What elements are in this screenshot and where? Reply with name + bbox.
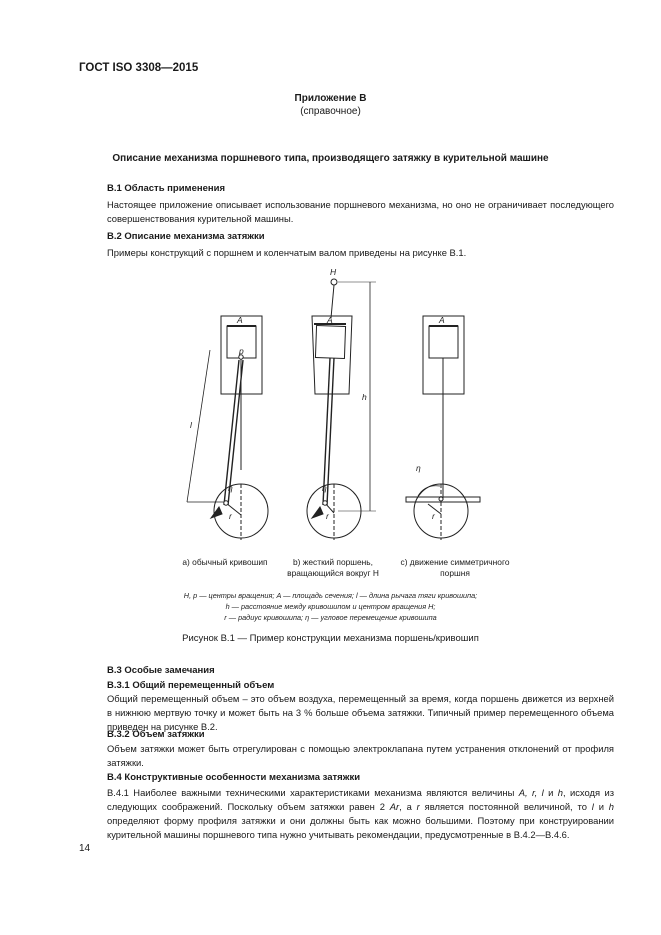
section-b3-heading: В.3 Особые замечания	[107, 665, 215, 676]
section-b1-text: Настоящее приложение описывает использование поршневого механизма, но оно не ограничивает последующего совершенствования курительной машины.	[107, 199, 614, 224]
label-A-c: A	[439, 315, 445, 325]
label-h: h	[362, 392, 367, 402]
label-eta-b: η	[322, 483, 327, 493]
label-r-c: r	[432, 511, 435, 521]
label-A-b: A	[327, 315, 333, 325]
label-l: l	[190, 420, 192, 430]
section-b32-heading: В.3.2 Объем затяжки	[107, 729, 205, 740]
label-r-a: r	[229, 511, 232, 521]
section-b1-heading: В.1 Область применения	[107, 183, 226, 194]
label-H: H	[330, 267, 337, 277]
document-id: ГОСТ ISO 3308—2015	[79, 62, 199, 74]
section-b2-heading: В.2 Описание механизма затяжки	[107, 231, 265, 242]
piston-b	[315, 326, 345, 359]
label-eta-c: η	[416, 463, 421, 473]
appendix-subtitle: (справочное)	[300, 106, 361, 117]
section-b31-text: Общий перемещенный объем – это объем воздуха, перемещенный за время, когда поршень движется из верхней в нижнюю мертвую точку и может быть на 3 % больше объема затяжки. Типичный пример перемещенного объема приведен на рисунке В.2.	[107, 693, 614, 732]
label-eta-a: η	[228, 483, 233, 493]
section-b2-text: Примеры конструкций с поршнем и коленчатым валом приведены на рисунке В.1.	[107, 247, 467, 258]
section-b4-heading: В.4 Конструктивные особенности механизма затяжки	[107, 772, 361, 783]
section-b32-text: Объем затяжки может быть отрегулирован с помощью электроклапана путем устранения отклонений от профиля затяжки.	[107, 743, 614, 768]
section-b31-heading: В.3.1 Общий перемещенный объем	[107, 680, 275, 691]
mechanism-b	[307, 279, 376, 540]
label-p: p	[239, 346, 244, 356]
main-title: Описание механизма поршневого типа, производящего затяжку в курительной машине	[112, 153, 549, 164]
piston-c	[429, 326, 458, 358]
mechanism-c	[406, 316, 480, 540]
section-b4-text: В.4.1 Наиболее важными техническими характеристиками механизма являются величины A, r, l и h, исходя из следующих соображений. Поскольку объем затяжки равен 2 Ar, а r является постоянной величиной, то l и h определяют форму профиля затяжки и они должны быть как можно большими. Поэтому при конструировании курительной машины поршневого типа нужно учитывать рекомендации, предусмотренные в В.4.2—В.4.6.	[107, 787, 615, 840]
pivot-H	[331, 279, 337, 285]
mechanism-a	[187, 316, 268, 540]
page-number: 14	[79, 843, 91, 854]
caption-a: а) обычный кривошип	[182, 557, 268, 567]
figure-caption: Рисунок В.1 — Пример конструкции механизма поршень/кривошип	[182, 633, 479, 644]
appendix-title: Приложение В	[294, 93, 367, 104]
label-r-b: r	[326, 511, 329, 521]
caption-c: с) движение симметричного поршня	[400, 557, 510, 578]
figure-legend: H, p — центры вращения; A — площадь сечения; l — длина рычага тяги кривошипа; h — расстояние между кривошипом и центром вращения H; r — радиус кривошипа; η — угловое перемещение кривошипа	[183, 591, 478, 622]
caption-b: b) жесткий поршень, вращающийся вокруг H	[287, 557, 379, 578]
label-A-a: A	[237, 315, 243, 325]
